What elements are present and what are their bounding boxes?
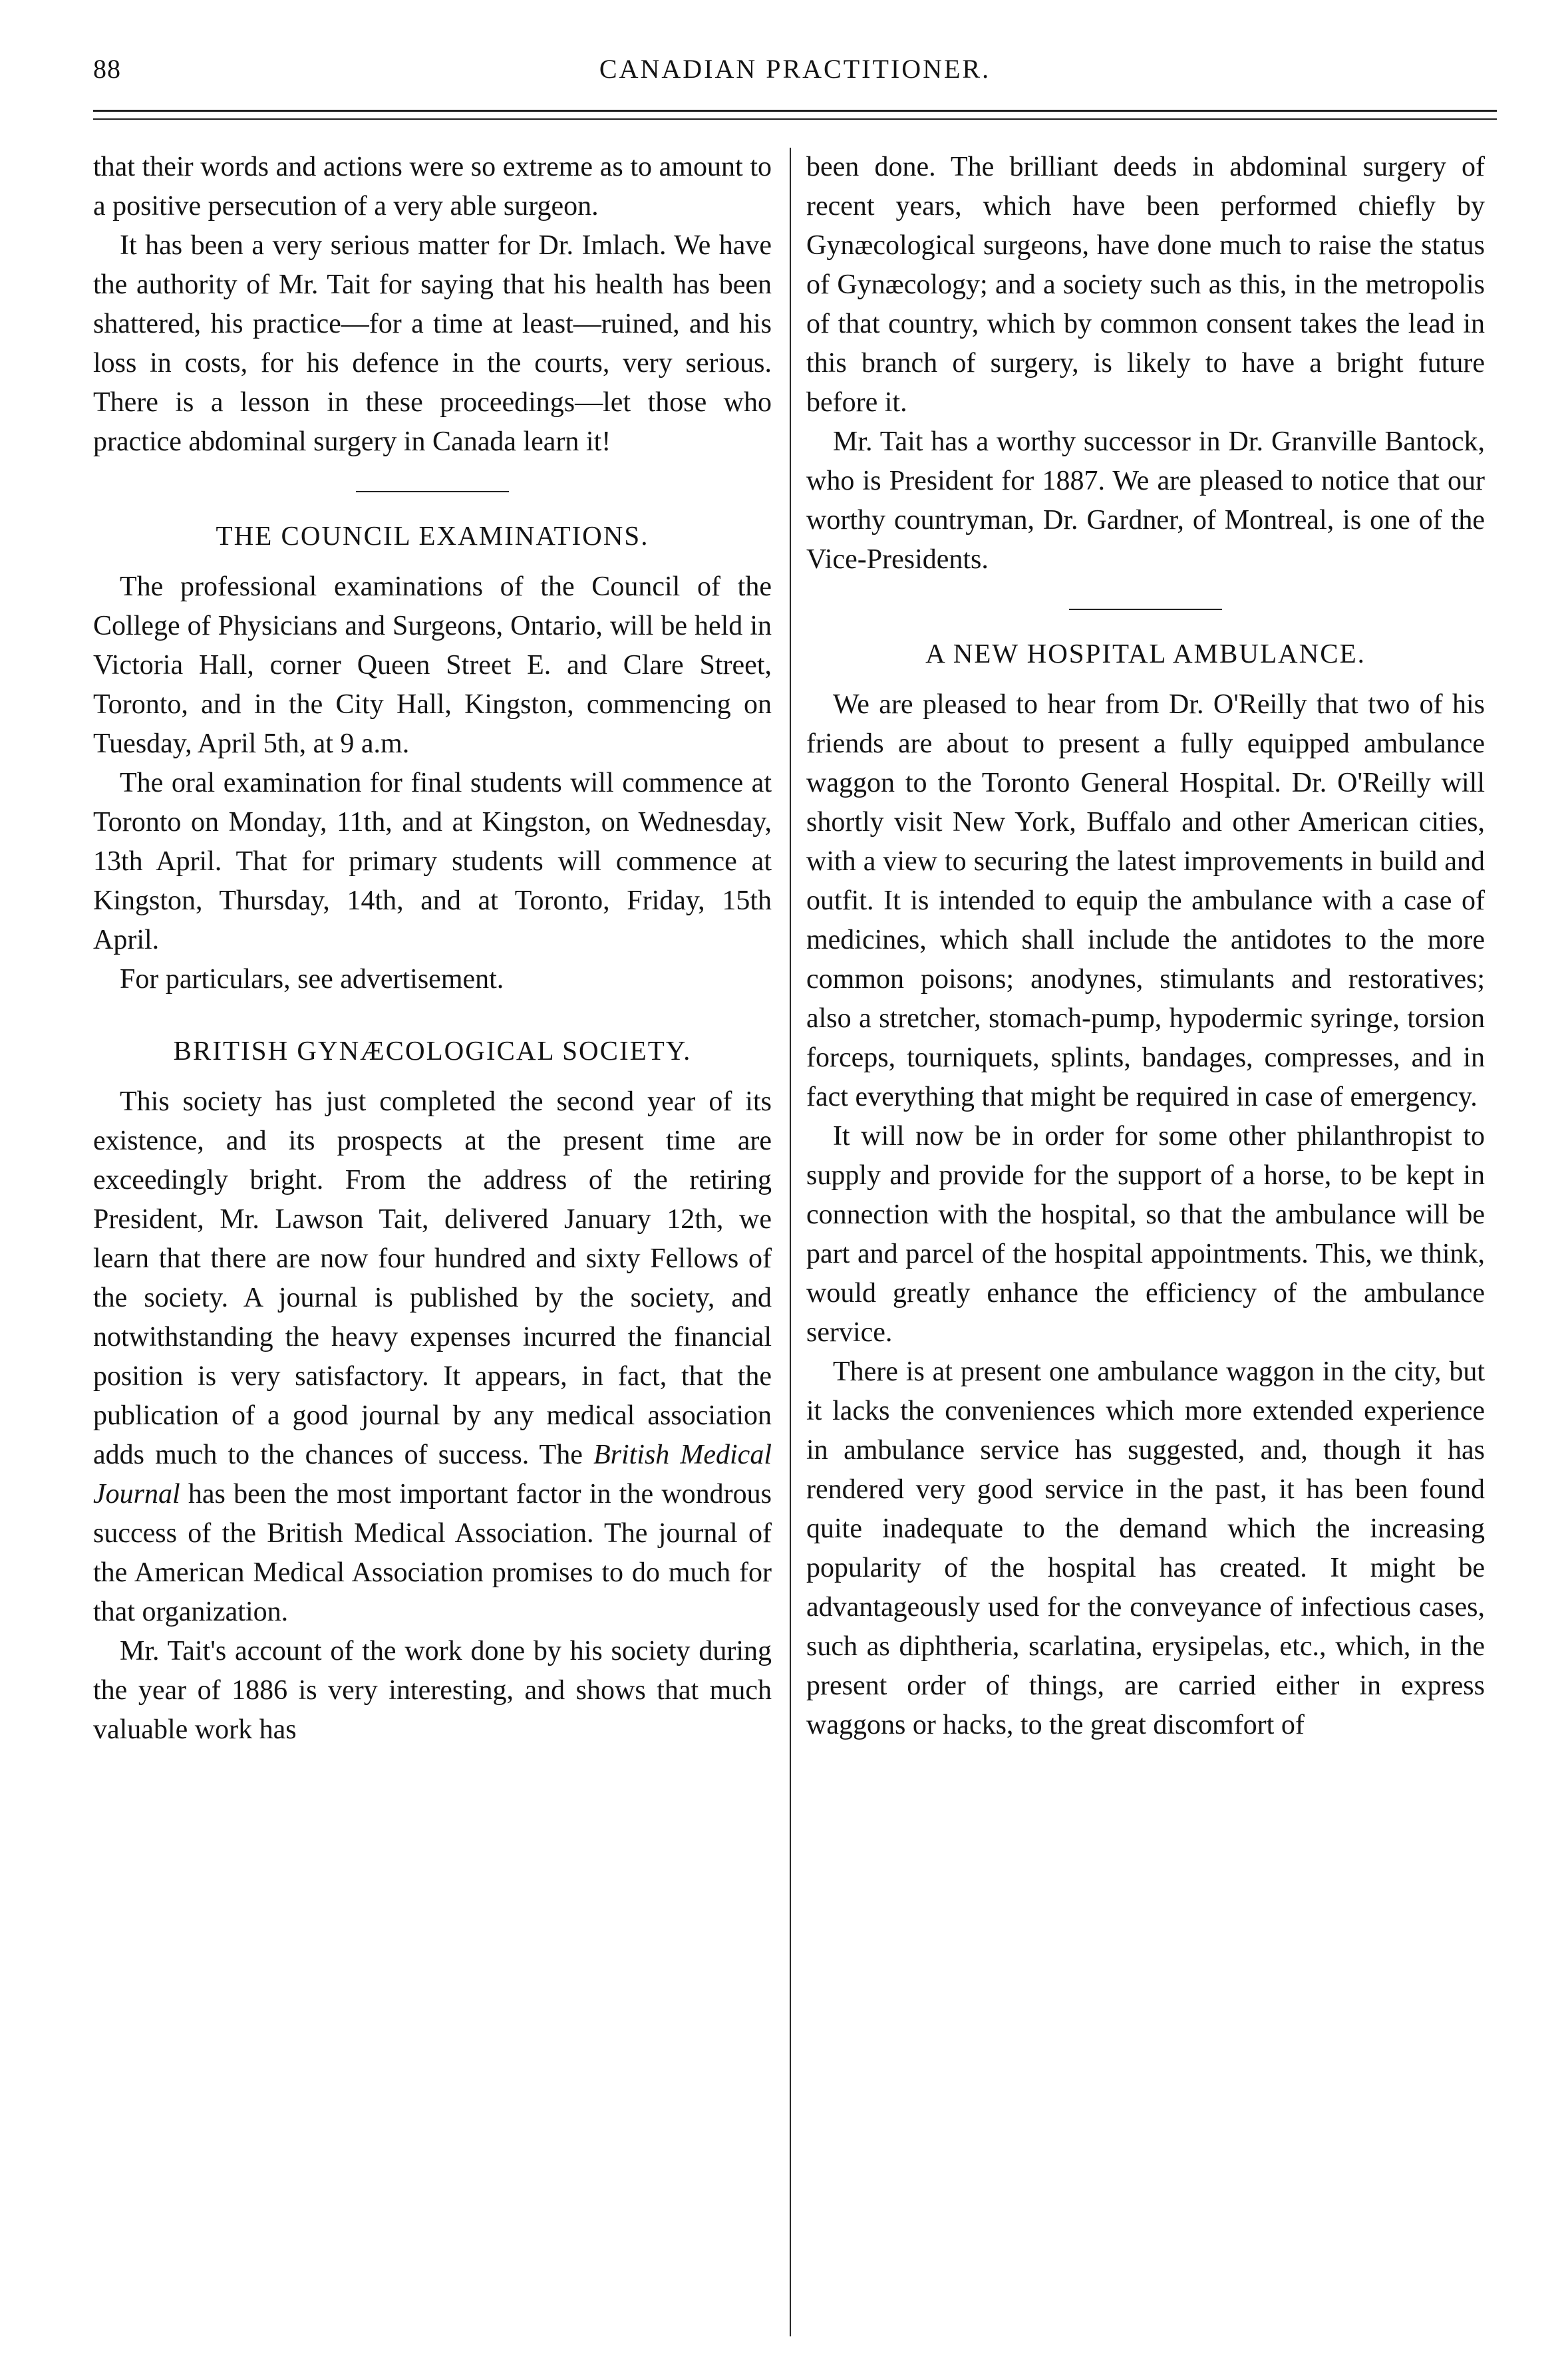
header-rule-thin bbox=[93, 118, 1497, 120]
running-header bbox=[93, 53, 1497, 100]
paragraph: There is at present one ambulance waggon in the city, but it lacks the conveniences which more extended experience in ambulance service has suggested, and, though it has rendered very good service in the past, it has been found quite inadequate to the demand which the increasing popularity of the hospital has created. It might be advantageously used for the conveyance of infectious cases, such as diphtheria, scarlatina, erysipelas, etc., which, in the present order of things, are carried either in express waggons or hacks, to the great discomfort of bbox=[806, 1356, 1485, 1740]
journal-title: CANADIAN PRACTITIONER. bbox=[599, 54, 991, 84]
section-divider bbox=[1069, 609, 1222, 610]
paragraph bbox=[93, 1082, 772, 1632]
text-run: This society has just completed the second year of its existence, and its prospects at the present time are exceedingly bright. From the address of the retiring President, Mr. Lawson Tait, delivered January 12th, we learn that there are now four hundred and sixty Fellows of the society. A journal is published by the society, and notwithstanding the heavy expenses incurred the financial position is very satisfactory. It appears, in fact, that the publication of a good journal by any medical association adds much to the chances of success. The bbox=[93, 1086, 772, 1470]
section-heading-british-gynaecological-society: BRITISH GYNÆCOLOGICAL SOCIETY. bbox=[173, 1035, 692, 1066]
paragraph: It has been a very serious matter for Dr. Imlach. We have the authority of Mr. Tait for saying that his health has been shattered, his practice—for a time at least—ruined, and his loss in costs, for his defence in the courts, very serious. There is a lesson in these proceedings—let those who practice abdominal surgery in Canada learn it! bbox=[93, 230, 772, 457]
paragraph: The professional examinations of the Council of the College of Physicians and Surgeons, Ontario, will be held in Victoria Hall, corner Queen Street E. and Clare Street, Toronto, and in the City Hall, Kingston, commencing on Tuesday, April 5th, at 9 a.m. bbox=[93, 571, 772, 759]
column-divider bbox=[790, 148, 791, 2336]
right-column bbox=[806, 148, 1485, 2336]
section-divider bbox=[356, 491, 509, 492]
text-run: has been the most important factor in the wondrous success of the British Medical Association. The journal of the American Medical Association promises to do much for that organization. bbox=[93, 1479, 772, 1627]
paragraph: Mr. Tait has a worthy successor in Dr. Granville Bantock, who is President for 1887. We are pleased to notice that our worthy countryman, Dr. Gardner, of Montreal, is one of the Vice-Presidents. bbox=[806, 426, 1485, 575]
left-column bbox=[93, 148, 772, 2336]
paragraph: been done. The brilliant deeds in abdominal surgery of recent years, which have been performed chiefly by Gynæcological surgeons, have done much to raise the status of Gynæcology; and a society such as this, in the metropolis of that country, which by common consent takes the lead in this branch of surgery, is likely to have a bright future before it. bbox=[806, 152, 1485, 418]
section-heading-council-examinations: THE COUNCIL EXAMINATIONS. bbox=[216, 520, 649, 551]
paragraph: We are pleased to hear from Dr. O'Reilly that two of his friends are about to present a fully equipped ambulance waggon to the Toronto General Hospital. Dr. O'Reilly will shortly visit New York, Buffalo and other American cities, with a view to securing the latest improvements in build and outfit. It is intended to equip the ambulance with a case of medicines, which shall include the antidotes to the more common poisons; anodynes, stimulants and restoratives; also a stretcher, stomach-pump, hypodermic syringe, torsion forceps, tourniquets, splints, bandages, compresses, and in fact everything that might be required in case of emergency. bbox=[806, 689, 1485, 1112]
header-rule-thick bbox=[93, 110, 1497, 112]
paragraph: Mr. Tait's account of the work done by his society during the year of 1886 is very interesting, and shows that much valuable work has bbox=[93, 1636, 772, 1745]
section-heading-new-hospital-ambulance: A NEW HOSPITAL AMBULANCE. bbox=[925, 638, 1366, 669]
page-number: 88 bbox=[93, 54, 121, 84]
paragraph: For particulars, see advertisement. bbox=[120, 964, 504, 995]
journal-name-italic: British Medical Journal bbox=[93, 1440, 772, 1509]
paragraph: The oral examination for final students will commence at Toronto on Monday, 11th, and at Kingston, on Wednesday, 13th April. That for primary students will commence at Kingston, Thursday, 14th, and at Toronto, Friday, 15th April. bbox=[93, 768, 772, 955]
paragraph: that their words and actions were so extreme as to amount to a positive persecution of a very able surgeon. bbox=[93, 152, 772, 222]
paragraph: It will now be in order for some other philanthropist to supply and provide for the support of a horse, to be kept in connection with the hospital, so that the ambulance will be part and parcel of the hospital appointments. This, we think, would greatly enhance the efficiency of the ambulance service. bbox=[806, 1121, 1485, 1348]
